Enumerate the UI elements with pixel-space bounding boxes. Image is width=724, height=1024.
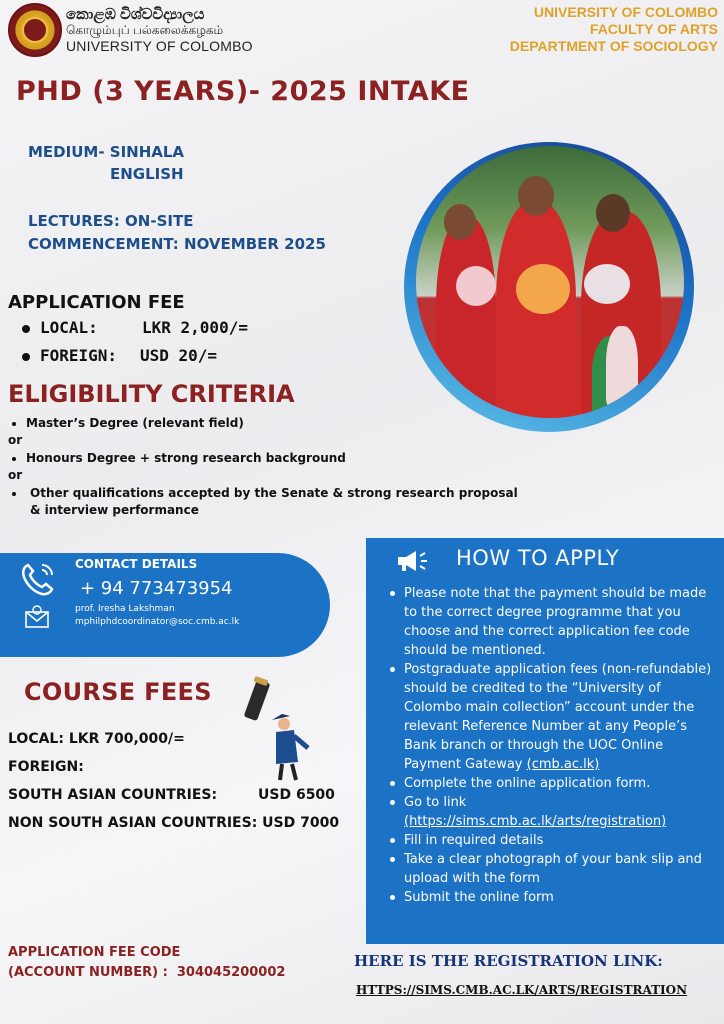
contact-email[interactable]: mphilphdcoordinator@soc.cmb.ac.lk — [75, 617, 240, 627]
commencement-info: COMMENCEMENT: NOVEMBER 2025 — [28, 235, 326, 253]
eligibility-title: ELIGIBILITY CRITERIA — [8, 380, 295, 408]
afc-label: APPLICATION FEE CODE — [8, 945, 181, 960]
course-fee-south-asian-label: SOUTH ASIAN COUNTRIES: — [8, 787, 218, 803]
contact-details-label: CONTACT DETAILS — [75, 557, 198, 571]
course-fee-local: LOCAL: LKR 700,000/= — [8, 731, 185, 747]
eligibility-item-honours: Honours Degree + strong research background — [12, 451, 346, 465]
list-item: Complete the online application form. — [388, 774, 714, 793]
university-name: UNIVERSITY OF COLOMBO — [533, 4, 718, 20]
fee-local-row — [22, 318, 98, 337]
list-item: Go to link (https://sims.cmb.ac.lk/arts/registration) — [388, 793, 714, 831]
fee-foreign-label: FOREIGN: — [40, 346, 118, 365]
course-fee-south-asian-value: USD 6500 — [258, 787, 335, 803]
email-icon — [24, 604, 50, 630]
eligibility-or: or — [8, 468, 23, 482]
eligibility-item-masters: Master’s Degree (relevant field) — [12, 416, 244, 430]
university-seal-logo — [8, 3, 62, 57]
university-logo-text — [66, 6, 253, 55]
page-title: PHD (3 YEARS)- 2025 INTAKE — [16, 76, 470, 107]
afc-account-number: 304045200002 — [176, 965, 286, 980]
phone-icon — [18, 559, 58, 599]
registration-link-inline[interactable]: (https://sims.cmb.ac.lk/arts/registration) — [404, 814, 667, 829]
graduates-photo — [416, 146, 684, 418]
list-item: Submit the online form — [388, 888, 714, 907]
eligibility-item-other: Other qualifications accepted by the Senate & strong research proposal — [12, 486, 518, 500]
faculty-name: FACULTY OF ARTS — [589, 21, 718, 37]
logo-english: UNIVERSITY OF COLOMBO — [66, 38, 253, 54]
list-item: Take a clear photograph of your bank slip and upload with the form — [388, 850, 714, 888]
medium-english: ENGLISH — [110, 165, 184, 183]
list-item: Postgraduate application fees (non-refundable) should be credited to the “University of Colombo main collection” account under the relevant Reference Number at any People’s Bank branch or through the UOC Online Payment Gateway (cmb.ac.lk) — [388, 660, 714, 774]
course-fee-non-south-asian: NON SOUTH ASIAN COUNTRIES: USD 7000 — [8, 815, 340, 831]
eligibility-item-other-cont: & interview performance — [30, 503, 199, 517]
course-fees-title: COURSE FEES — [24, 678, 212, 706]
application-fee-code — [8, 943, 285, 983]
application-fee-title: APPLICATION FEE — [8, 292, 185, 313]
logo-sinhala: කොළඹ විශ්වවිද්‍යාලය — [66, 6, 205, 23]
megaphone-icon — [394, 548, 428, 574]
fee-foreign-value: USD 20/= — [140, 346, 218, 365]
fee-local-label: LOCAL: — [40, 318, 98, 337]
list-item: Fill in required details — [388, 831, 714, 850]
fee-foreign-row — [22, 346, 117, 365]
fee-local-value: LKR 2,000/= — [142, 318, 248, 337]
lectures-info: LECTURES: ON-SITE — [28, 212, 194, 230]
registration-link-label: HERE IS THE REGISTRATION LINK: — [354, 952, 663, 970]
logo-tamil: கொழும்புப் பல்கலைக்கழகம் — [66, 23, 224, 37]
medium-label: MEDIUM- SINHALA — [28, 143, 185, 161]
how-to-apply-title: HOW TO APPLY — [456, 546, 620, 570]
payment-gateway-link[interactable]: (cmb.ac.lk) — [526, 757, 600, 772]
list-item: Please note that the payment should be made to the correct degree programme that you choose and the correct application fee code should be mentioned. — [388, 584, 714, 660]
eligibility-or: or — [8, 433, 23, 447]
how-to-apply-list — [388, 584, 714, 907]
graduate-illustration-icon — [232, 676, 322, 786]
department-name: DEPARTMENT OF SOCIOLOGY — [509, 38, 718, 54]
course-fee-foreign: FOREIGN: — [8, 759, 84, 775]
afc-account-label: (ACCOUNT NUMBER) : — [8, 965, 168, 980]
registration-link[interactable]: HTTPS://SIMS.CMB.AC.LK/ARTS/REGISTRATION — [356, 983, 688, 997]
contact-name: prof. Iresha Lakshman — [75, 604, 175, 614]
contact-phone[interactable]: + 94 773473954 — [80, 578, 233, 599]
department-header — [510, 4, 718, 55]
